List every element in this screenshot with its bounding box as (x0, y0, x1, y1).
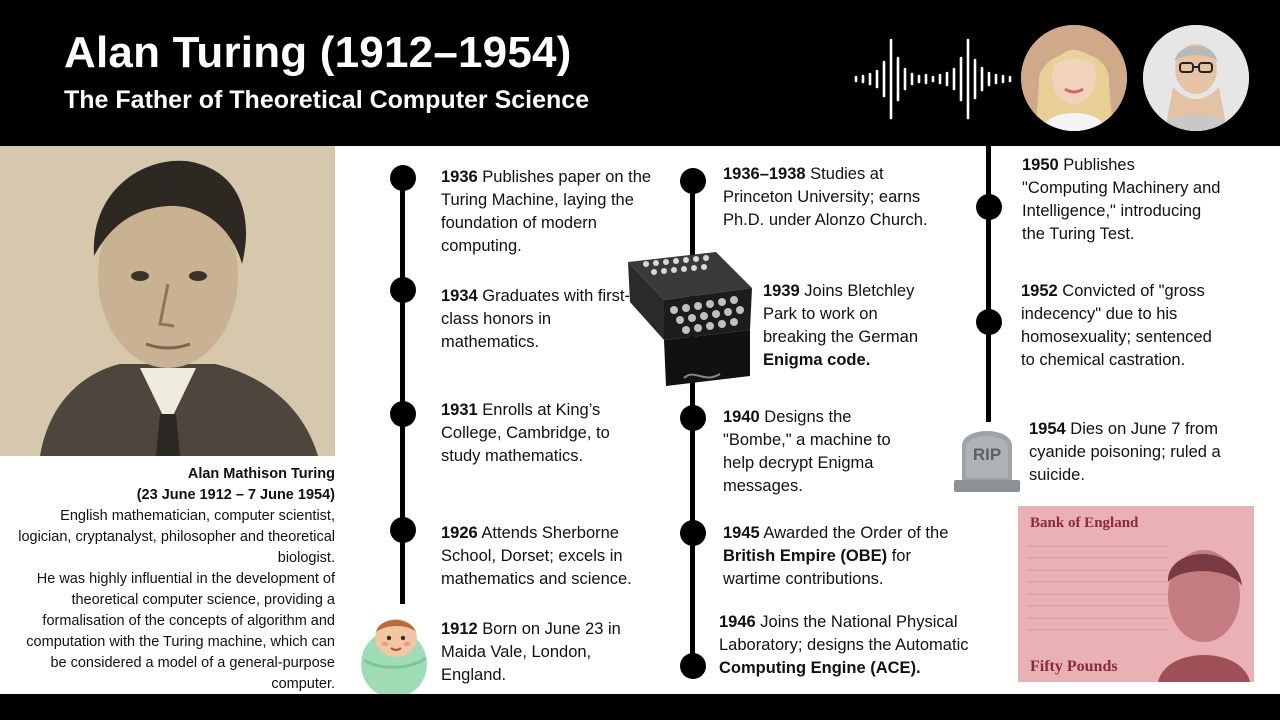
timeline-event-1936: 1936 Publishes paper on the Turing Machine, laying the foundation of modern computing. (441, 168, 652, 255)
bio-block (8, 464, 335, 695)
banknote-image (1018, 506, 1254, 682)
timeline-event-1931: 1931 Enrolls at King’s College, Cambridge, to study mathematics. (441, 401, 610, 465)
timeline-dot (390, 165, 416, 191)
timeline-event-1939: 1939 Joins Bletchley Park to work on breaking the German Enigma code. (763, 282, 919, 369)
host-avatar-man (1143, 25, 1249, 131)
bio-paragraph-1: English mathematician, computer scientist, logician, cryptanalyst, philosopher and theoretical biologist. (18, 508, 335, 566)
banknote-bank: Bank of England (1030, 515, 1139, 531)
turing-portrait (0, 146, 335, 456)
baby-icon (358, 608, 430, 700)
header (0, 0, 1280, 146)
page-title: Alan Turing (1912–1954) (64, 28, 572, 77)
timeline-event-1940: 1940 Designs the "Bombe," a machine to help decrypt Enigma messages. (723, 408, 891, 495)
tombstone-icon (952, 416, 1022, 494)
timeline-event-1936-1938: 1936–1938 Studies at Princeton University; earns Ph.D. under Alonzo Church. (723, 165, 928, 229)
host-avatar-woman (1021, 25, 1127, 131)
timeline-event-1954: 1954 Dies on June 7 from cyanide poisoning; ruled a suicide. (1029, 420, 1221, 484)
timeline-event-1950: 1950 Publishes "Computing Machinery and Intelligence," introducing the Turing Test. (1022, 156, 1221, 243)
enigma-machine-image (624, 248, 756, 388)
page-subtitle: The Father of Theoretical Computer Science (64, 86, 590, 114)
bio-paragraph-2: He was highly influential in the development of theoretical computer science, providing a formalisation of the concepts of algorithm and computation with the Turing machine, which can be considered a model of a general-purpose computer. (26, 571, 335, 692)
timeline-dot (976, 309, 1002, 335)
audio-waveform-icon (852, 36, 1014, 122)
timeline-event-1934: 1934 Graduates with first-class honors in mathematics. (441, 287, 630, 351)
timeline-dot (390, 401, 416, 427)
footer-bar (0, 694, 1280, 720)
timeline-event-1912: 1912 Born on June 23 in Maida Vale, London, England. (441, 620, 621, 684)
bio-name: Alan Mathison Turing (187, 466, 335, 482)
bio-dates: (23 June 1912 – 7 June 1954) (136, 487, 335, 503)
timeline-event-1926: 1926 Attends Sherborne School, Dorset; excels in mathematics and science. (441, 524, 632, 588)
timeline-dot (976, 194, 1002, 220)
timeline-dot (680, 168, 706, 194)
timeline-dot (680, 520, 706, 546)
timeline-line-3 (986, 146, 991, 422)
timeline-dot (390, 277, 416, 303)
banknote-denomination: Fifty Pounds (1030, 658, 1118, 675)
tombstone-label: RIP (972, 445, 1002, 464)
timeline-dot (390, 517, 416, 543)
timeline-dot (680, 653, 706, 679)
timeline-dot (680, 405, 706, 431)
timeline-event-1945: 1945 Awarded the Order of the British Empire (OBE) for wartime contributions. (723, 524, 949, 588)
timeline-event-1946: 1946 Joins the National Physical Laboratory; designs the Automatic Computing Engine (ACE). (719, 613, 969, 677)
content-area (0, 146, 1280, 694)
timeline-event-1952: 1952 Convicted of "gross indecency" due to his homosexuality; sentenced to chemical castration. (1021, 282, 1212, 369)
